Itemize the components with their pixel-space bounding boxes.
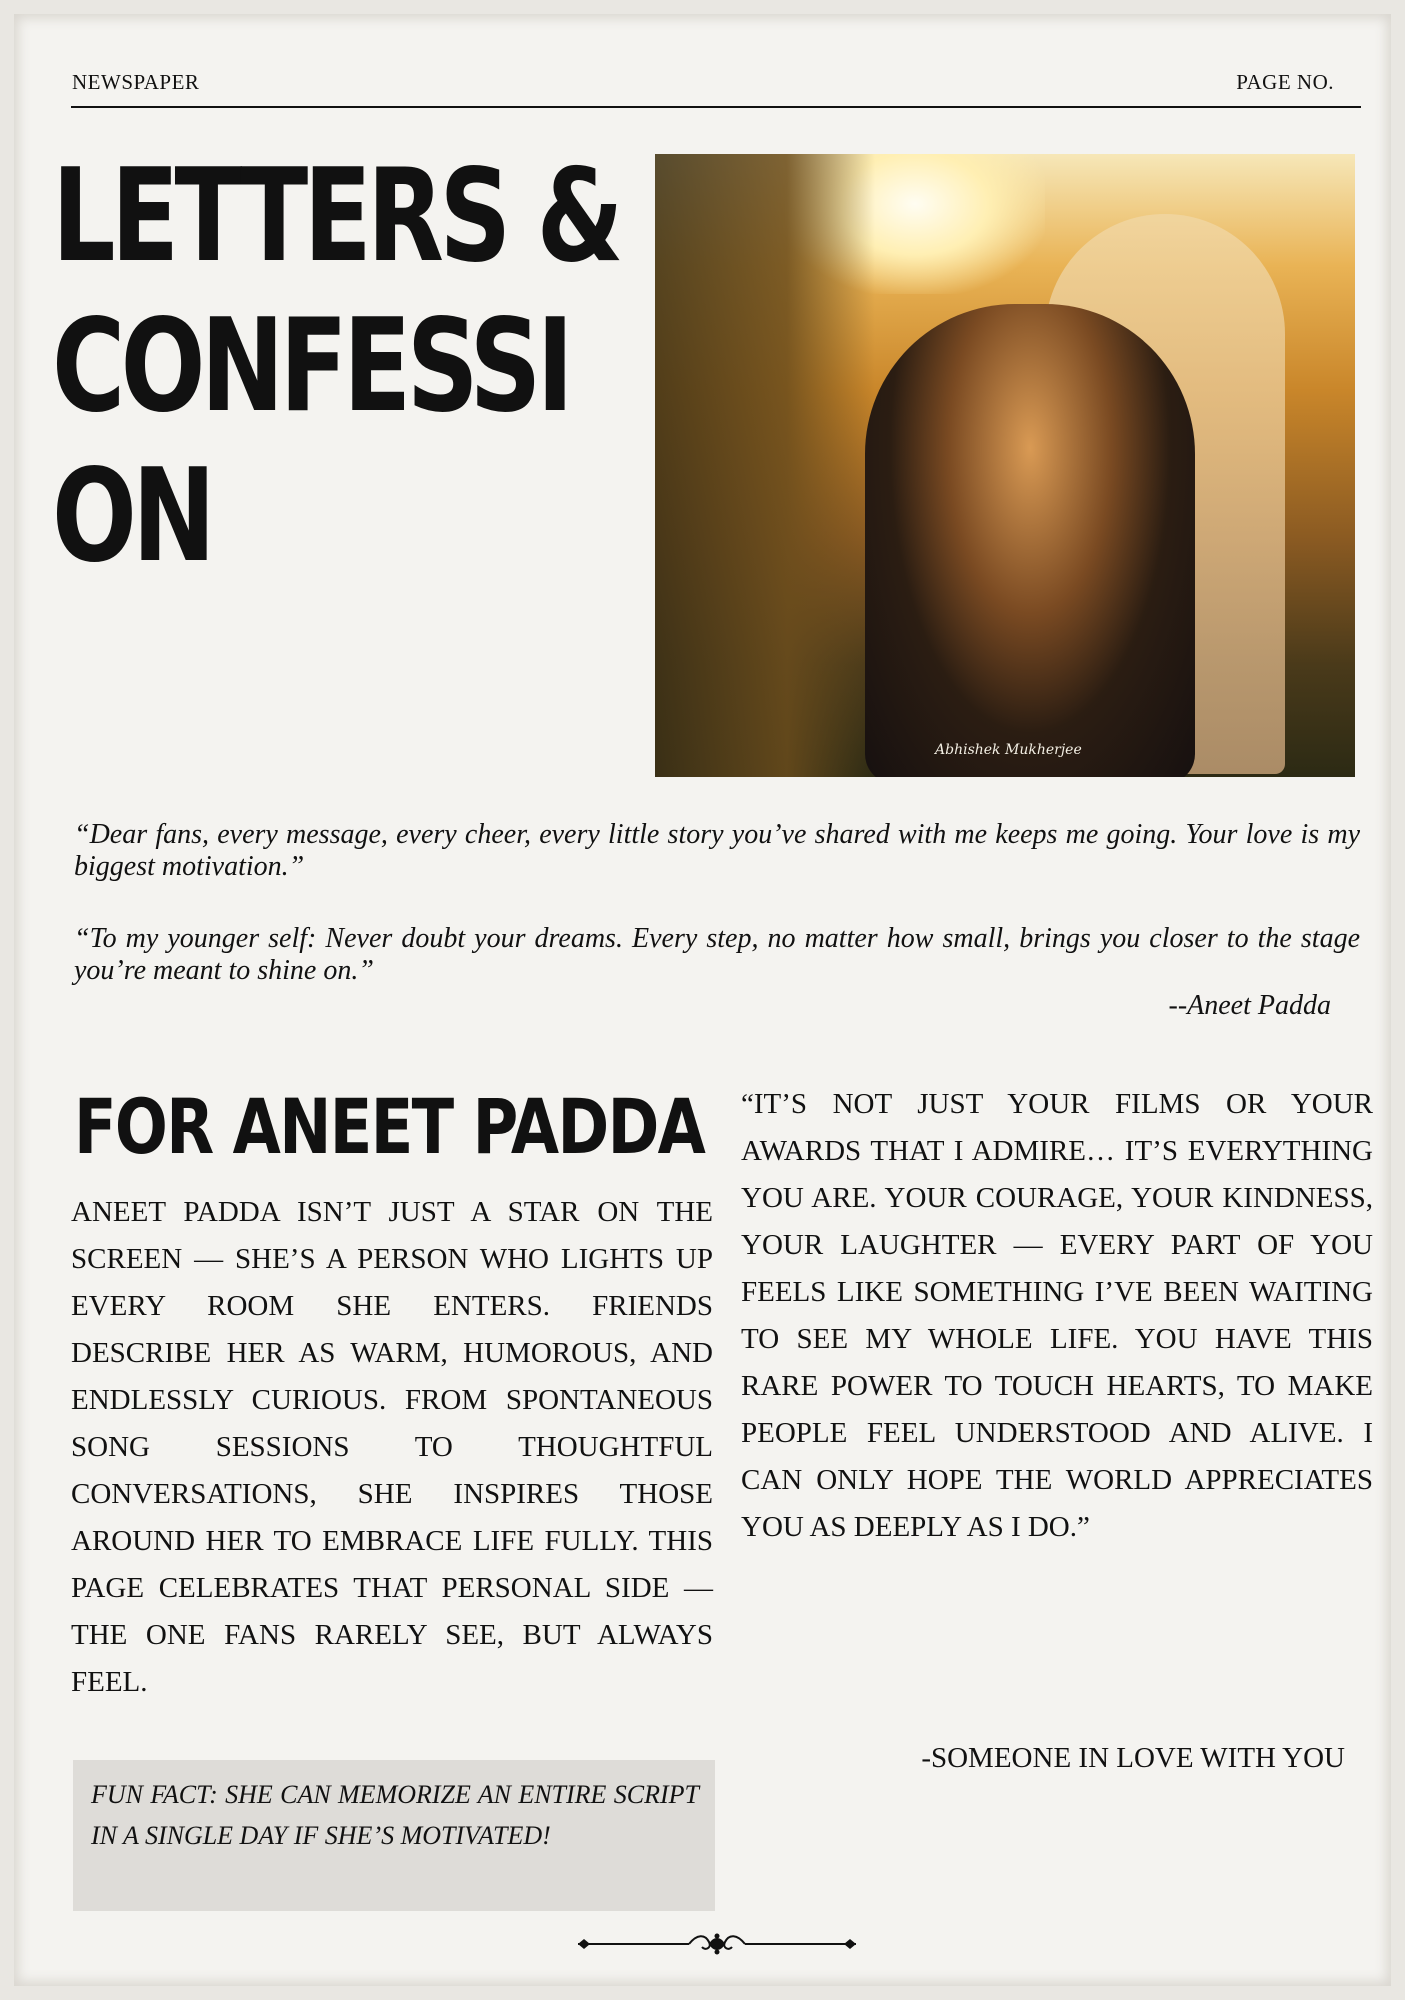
photo-portrait [865, 304, 1195, 777]
page-title-line-2: CONFESSI [52, 292, 570, 441]
fun-fact-box [73, 1760, 715, 1911]
fun-fact-text: FUN FACT: SHE CAN MEMORIZE AN ENTIRE SCRIPT IN A SINGLE DAY IF SHE’S MOTIVATED! [91, 1780, 699, 1850]
feature-photo [655, 154, 1355, 777]
masthead-label: NEWSPAPER [72, 70, 200, 94]
photographer-watermark: Abhishek Mukherjee [935, 742, 1082, 758]
quote-to-younger-self: “To my younger self: Never doubt your dreams. Every step, no matter how small, brings you closer to the stage you’re meant to shine on.” [74, 923, 1360, 986]
section-heading: FOR ANEET PADDA [74, 1082, 705, 1171]
newspaper-page [14, 14, 1391, 1986]
quote-to-fans: “Dear fans, every message, every cheer, every little story you’ve shared with me keeps me going. Your love is my biggest motivation.” [74, 819, 1360, 882]
ornament-divider-icon [574, 1929, 860, 1959]
header-rule [71, 106, 1361, 108]
fan-letter-signoff: -SOMEONE IN LOVE WITH YOU [921, 1742, 1345, 1774]
fan-letter: “IT’S NOT JUST YOUR FILMS OR YOUR AWARDS THAT I ADMIRE… IT’S EVERYTHING YOU ARE. YOUR COURAGE, YOUR KINDNESS, YOUR LAUGHTER — EVERY PART OF YOU FEELS LIKE SOMETHING I’VE BEEN WAITING TO SEE MY WHOLE LIFE. YOU HAVE THIS RARE POWER TO TOUCH HEARTS, TO MAKE PEOPLE FEEL UNDERSTOOD AND ALIVE. I CAN ONLY HOPE THE WORLD APPRECIATES YOU AS DEEPLY AS I DO.” [741, 1088, 1373, 1543]
page-number-label: PAGE NO. [1236, 70, 1334, 94]
page-title-line-1: LETTERS & [52, 142, 620, 291]
page-title [52, 142, 620, 592]
photo-trees [655, 154, 875, 777]
profile-article: ANEET PADDA ISN’T JUST A STAR ON THE SCREEN — SHE’S A PERSON WHO LIGHTS UP EVERY ROOM SHE ENTERS. FRIENDS DESCRIBE HER AS WARM, HUMOROUS, AND ENDLESSLY CURIOUS. FROM SPONTANEOUS SONG SESSIONS TO THOUGHTFUL CONVERSATIONS, SHE INSPIRES THOSE AROUND HER TO EMBRACE LIFE FULLY. THIS PAGE CELEBRATES THAT PERSONAL SIDE — THE ONE FANS RARELY SEE, BUT ALWAYS FEEL. [71, 1196, 713, 1698]
quote-attribution: --Aneet Padda [1168, 990, 1331, 1021]
page-title-line-3: ON [52, 442, 212, 591]
